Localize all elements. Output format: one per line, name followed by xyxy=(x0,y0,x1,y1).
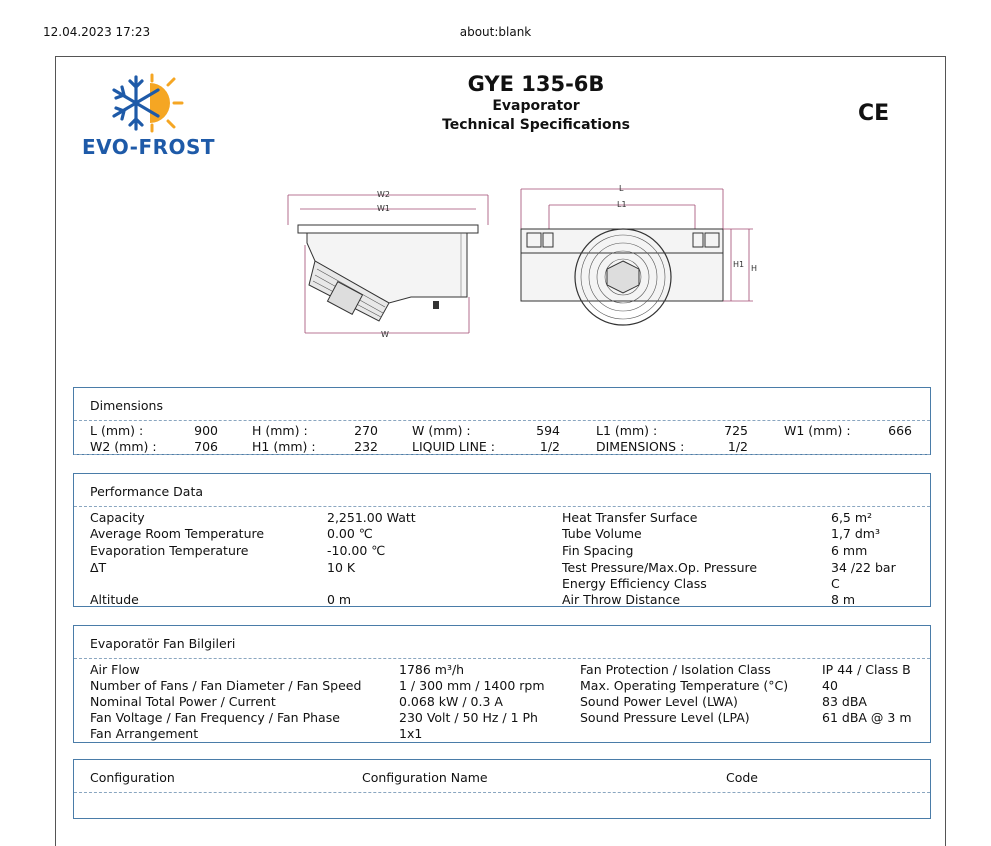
dim-label: W2 (mm) : xyxy=(90,439,157,454)
perf-label: Evaporation Temperature xyxy=(90,543,249,558)
dim-label: L (mm) : xyxy=(90,423,144,438)
dim-label: H (mm) : xyxy=(252,423,308,438)
doc-title: Technical Specifications xyxy=(442,117,630,133)
perf-label: Energy Efficiency Class xyxy=(562,576,707,591)
perf-label: ΔT xyxy=(90,560,107,575)
fan-title: Evaporatör Fan Bilgileri xyxy=(90,636,236,651)
dim-label-h: H xyxy=(751,264,758,273)
fan-value: 230 Volt / 50 Hz / 1 Ph xyxy=(399,710,538,725)
perf-value: 0 m xyxy=(327,592,352,607)
perf-value: C xyxy=(831,576,840,591)
fan-value: 61 dBA @ 3 m xyxy=(822,710,912,725)
dim-value: 594 xyxy=(536,423,560,438)
dim-value: 270 xyxy=(354,423,378,438)
perf-label: Average Room Temperature xyxy=(90,526,265,541)
product-type: Evaporator xyxy=(492,98,580,114)
dim-label: W (mm) : xyxy=(412,423,471,438)
perf-label: Air Throw Distance xyxy=(562,592,681,607)
snowflake-sun-icon xyxy=(106,71,186,135)
perf-label: Altitude xyxy=(90,592,139,607)
fan-label: Sound Pressure Level (LPA) xyxy=(580,710,750,725)
dim-label-l: L xyxy=(619,185,624,193)
perf-label: Fin Spacing xyxy=(562,543,634,558)
performance-title: Performance Data xyxy=(90,484,204,499)
fan-label: Fan Arrangement xyxy=(90,726,199,741)
dim-value: 725 xyxy=(724,423,748,438)
perf-label: Tube Volume xyxy=(562,526,642,541)
perf-label: Capacity xyxy=(90,510,145,525)
perf-value: 1,7 dm³ xyxy=(831,526,880,541)
fan-label: Max. Operating Temperature (°C) xyxy=(580,678,789,693)
dim-value: 232 xyxy=(354,439,378,454)
technical-drawings xyxy=(281,185,781,345)
perf-value: 34 /22 bar xyxy=(831,560,896,575)
performance-panel xyxy=(73,473,931,607)
perf-label: Heat Transfer Surface xyxy=(562,510,698,525)
dim-label-h1: H1 xyxy=(733,260,745,269)
spec-sheet xyxy=(55,56,946,846)
dim-label-w2: W2 xyxy=(377,190,390,199)
config-header: Configuration xyxy=(90,770,175,785)
dim-label: L1 (mm) : xyxy=(596,423,658,438)
perf-value: 10 K xyxy=(327,560,356,575)
dim-value: 666 xyxy=(888,423,912,438)
perf-value: 2,251.00 Watt xyxy=(327,510,416,525)
dim-value: 1/2 xyxy=(727,439,748,454)
dim-label-w: W xyxy=(381,330,389,339)
fan-value: 1x1 xyxy=(399,726,423,741)
print-url: about:blank xyxy=(459,25,532,39)
dim-label: LIQUID LINE : xyxy=(412,439,496,454)
dim-value: 706 xyxy=(194,439,218,454)
fan-label: Fan Voltage / Fan Frequency / Fan Phase xyxy=(90,710,340,725)
fan-value: 83 dBA xyxy=(822,694,867,709)
perf-value: 6 mm xyxy=(831,543,868,558)
fan-label: Nominal Total Power / Current xyxy=(90,694,276,709)
brand-logo xyxy=(82,71,222,161)
fan-value: 1 / 300 mm / 1400 rpm xyxy=(399,678,545,693)
dim-value: 1/2 xyxy=(539,439,560,454)
config-name-header: Configuration Name xyxy=(362,770,488,785)
ce-mark: CE xyxy=(858,101,890,126)
fan-value: 40 xyxy=(822,678,838,693)
dim-label: W1 (mm) : xyxy=(784,423,851,438)
print-header xyxy=(0,25,991,41)
front-view-drawing xyxy=(521,185,757,325)
dim-label-w1: W1 xyxy=(377,204,390,213)
perf-label: Test Pressure/Max.Op. Pressure xyxy=(562,560,758,575)
perf-value: -10.00 ℃ xyxy=(327,543,386,558)
dim-value: 900 xyxy=(194,423,218,438)
fan-panel xyxy=(73,625,931,743)
fan-value: 0.068 kW / 0.3 A xyxy=(399,694,503,709)
fan-value: IP 44 / Class B xyxy=(822,662,911,677)
dimensions-panel xyxy=(73,387,931,455)
config-code-header: Code xyxy=(726,770,759,785)
dim-label: H1 (mm) : xyxy=(252,439,316,454)
configuration-panel xyxy=(73,759,931,819)
fan-label: Fan Protection / Isolation Class xyxy=(580,662,771,677)
fan-value: 1786 m³/h xyxy=(399,662,465,677)
dim-label-l1: L1 xyxy=(617,200,627,209)
dimensions-title: Dimensions xyxy=(90,398,163,413)
model-name: GYE 135-6B xyxy=(467,72,605,96)
dim-label: DIMENSIONS : xyxy=(596,439,685,454)
fan-label: Number of Fans / Fan Diameter / Fan Speed xyxy=(90,678,362,693)
side-view-drawing xyxy=(288,190,488,339)
perf-value: 6,5 m² xyxy=(831,510,873,525)
perf-value: 0.00 ℃ xyxy=(327,526,373,541)
title-block xyxy=(336,71,736,135)
fan-label: Sound Power Level (LWA) xyxy=(580,694,738,709)
perf-value: 8 m xyxy=(831,592,856,607)
brand-name: EVO-FROST xyxy=(82,135,216,159)
fan-label: Air Flow xyxy=(90,662,140,677)
print-datetime: 12.04.2023 17:23 xyxy=(43,25,151,39)
